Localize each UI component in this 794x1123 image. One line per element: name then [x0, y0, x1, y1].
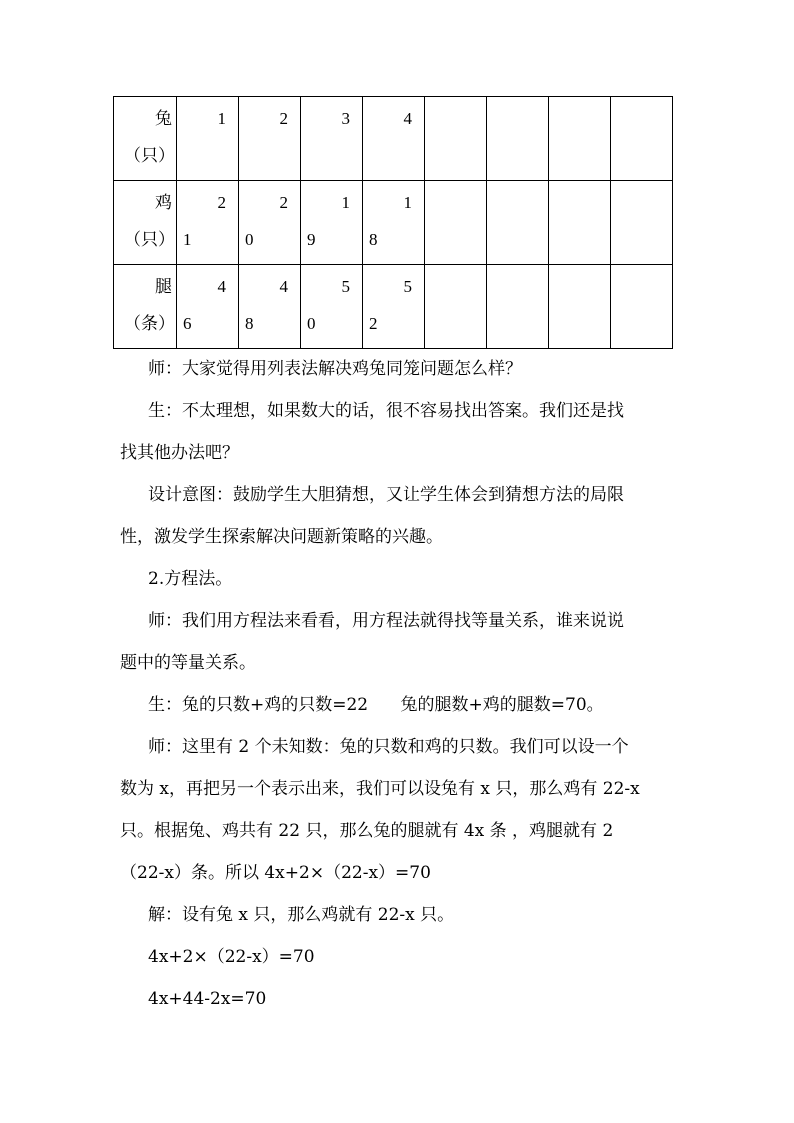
cell-value-bottom: 6 — [183, 314, 192, 333]
text-line: 题中的等量关系。 — [120, 653, 256, 673]
table-cell — [301, 265, 363, 349]
cell-value-top: 5 — [403, 277, 412, 296]
row-header-cell — [114, 265, 177, 349]
row-label: 腿 — [155, 277, 172, 296]
table-row-legs — [114, 265, 673, 349]
cell-value-top: 3 — [341, 109, 350, 128]
row-label: 兔 — [155, 109, 172, 128]
text-line: （22-x）条。所以 4x+2×（22-x）=70 — [120, 863, 431, 883]
cell-value-top: 5 — [341, 277, 350, 296]
text-line: 生：兔的只数+鸡的只数=22 兔的腿数+鸡的腿数=70。 — [148, 695, 604, 715]
table-cell — [363, 181, 425, 265]
text-line: 找其他办法吧？ — [120, 443, 239, 463]
cell-value-top: 4 — [279, 277, 288, 296]
table-cell — [487, 181, 549, 265]
cell-value-bottom: 8 — [245, 314, 254, 333]
table-cell — [611, 181, 673, 265]
cell-value-top: 2 — [279, 109, 288, 128]
text-line: 生：不太理想，如果数大的话，很不容易找出答案。我们还是找 — [148, 401, 624, 421]
row-header-cell — [114, 181, 177, 265]
cell-value-top: 2 — [217, 193, 226, 212]
table-cell — [363, 265, 425, 349]
table-cell — [425, 265, 487, 349]
cell-value-top: 4 — [403, 109, 412, 128]
cell-value-bottom: 2 — [369, 314, 378, 333]
cell-value-top: 2 — [279, 193, 288, 212]
text-line: 解：设有兔 x 只，那么鸡就有 22-x 只。 — [148, 905, 455, 925]
table-cell — [177, 181, 239, 265]
cell-value-bottom: 0 — [307, 314, 316, 333]
cell-value-top: 1 — [403, 193, 412, 212]
section-heading: 2.方程法。 — [148, 569, 233, 589]
table-cell — [239, 181, 301, 265]
table-cell — [301, 97, 363, 181]
cell-value-top: 1 — [341, 193, 350, 212]
table-cell — [611, 97, 673, 181]
table-cell — [425, 181, 487, 265]
table-cell — [549, 97, 611, 181]
row-unit: （只） — [124, 146, 175, 165]
table-cell — [239, 97, 301, 181]
row-unit: （只） — [124, 230, 175, 249]
row-unit: （条） — [124, 314, 175, 333]
table-cell — [177, 97, 239, 181]
cell-value-bottom: 0 — [245, 230, 254, 249]
table-row-rabbit — [114, 97, 673, 181]
rabbit-chicken-table — [113, 96, 673, 349]
equation-line: 4x+2×（22-x）=70 — [148, 947, 315, 967]
table-row-chicken — [114, 181, 673, 265]
cell-value-top: 1 — [217, 109, 226, 128]
equation-line: 4x+44-2x=70 — [148, 989, 267, 1009]
table-cell — [487, 265, 549, 349]
text-line: 师：我们用方程法来看看，用方程法就得找等量关系，谁来说说 — [148, 611, 624, 631]
text-line: 设计意图：鼓励学生大胆猜想，又让学生体会到猜想方法的局限 — [148, 485, 624, 505]
table-cell — [487, 97, 549, 181]
table-cell — [425, 97, 487, 181]
table-cell — [301, 181, 363, 265]
text-line: 只。根据兔、鸡共有 22 只，那么兔的腿就有 4x 条 ，鸡腿就有 2 — [120, 821, 614, 841]
cell-value-bottom: 9 — [307, 230, 316, 249]
table-cell — [549, 181, 611, 265]
table-cell — [177, 265, 239, 349]
text-line: 师：这里有 2 个未知数：兔的只数和鸡的只数。我们可以设一个 — [148, 737, 629, 757]
row-header-cell — [114, 97, 177, 181]
text-line: 数为 x，再把另一个表示出来，我们可以设兔有 x 只，那么鸡有 22-x — [120, 779, 640, 799]
text-line: 性，激发学生探索解决问题新策略的兴趣。 — [120, 527, 443, 547]
table-cell — [363, 97, 425, 181]
text-line: 师：大家觉得用列表法解决鸡兔同笼问题怎么样？ — [148, 359, 522, 379]
cell-value-bottom: 1 — [183, 230, 192, 249]
cell-value-bottom: 8 — [369, 230, 378, 249]
cell-value-top: 4 — [217, 277, 226, 296]
table-cell — [549, 265, 611, 349]
row-label: 鸡 — [155, 193, 172, 212]
table-cell — [239, 265, 301, 349]
table-cell — [611, 265, 673, 349]
